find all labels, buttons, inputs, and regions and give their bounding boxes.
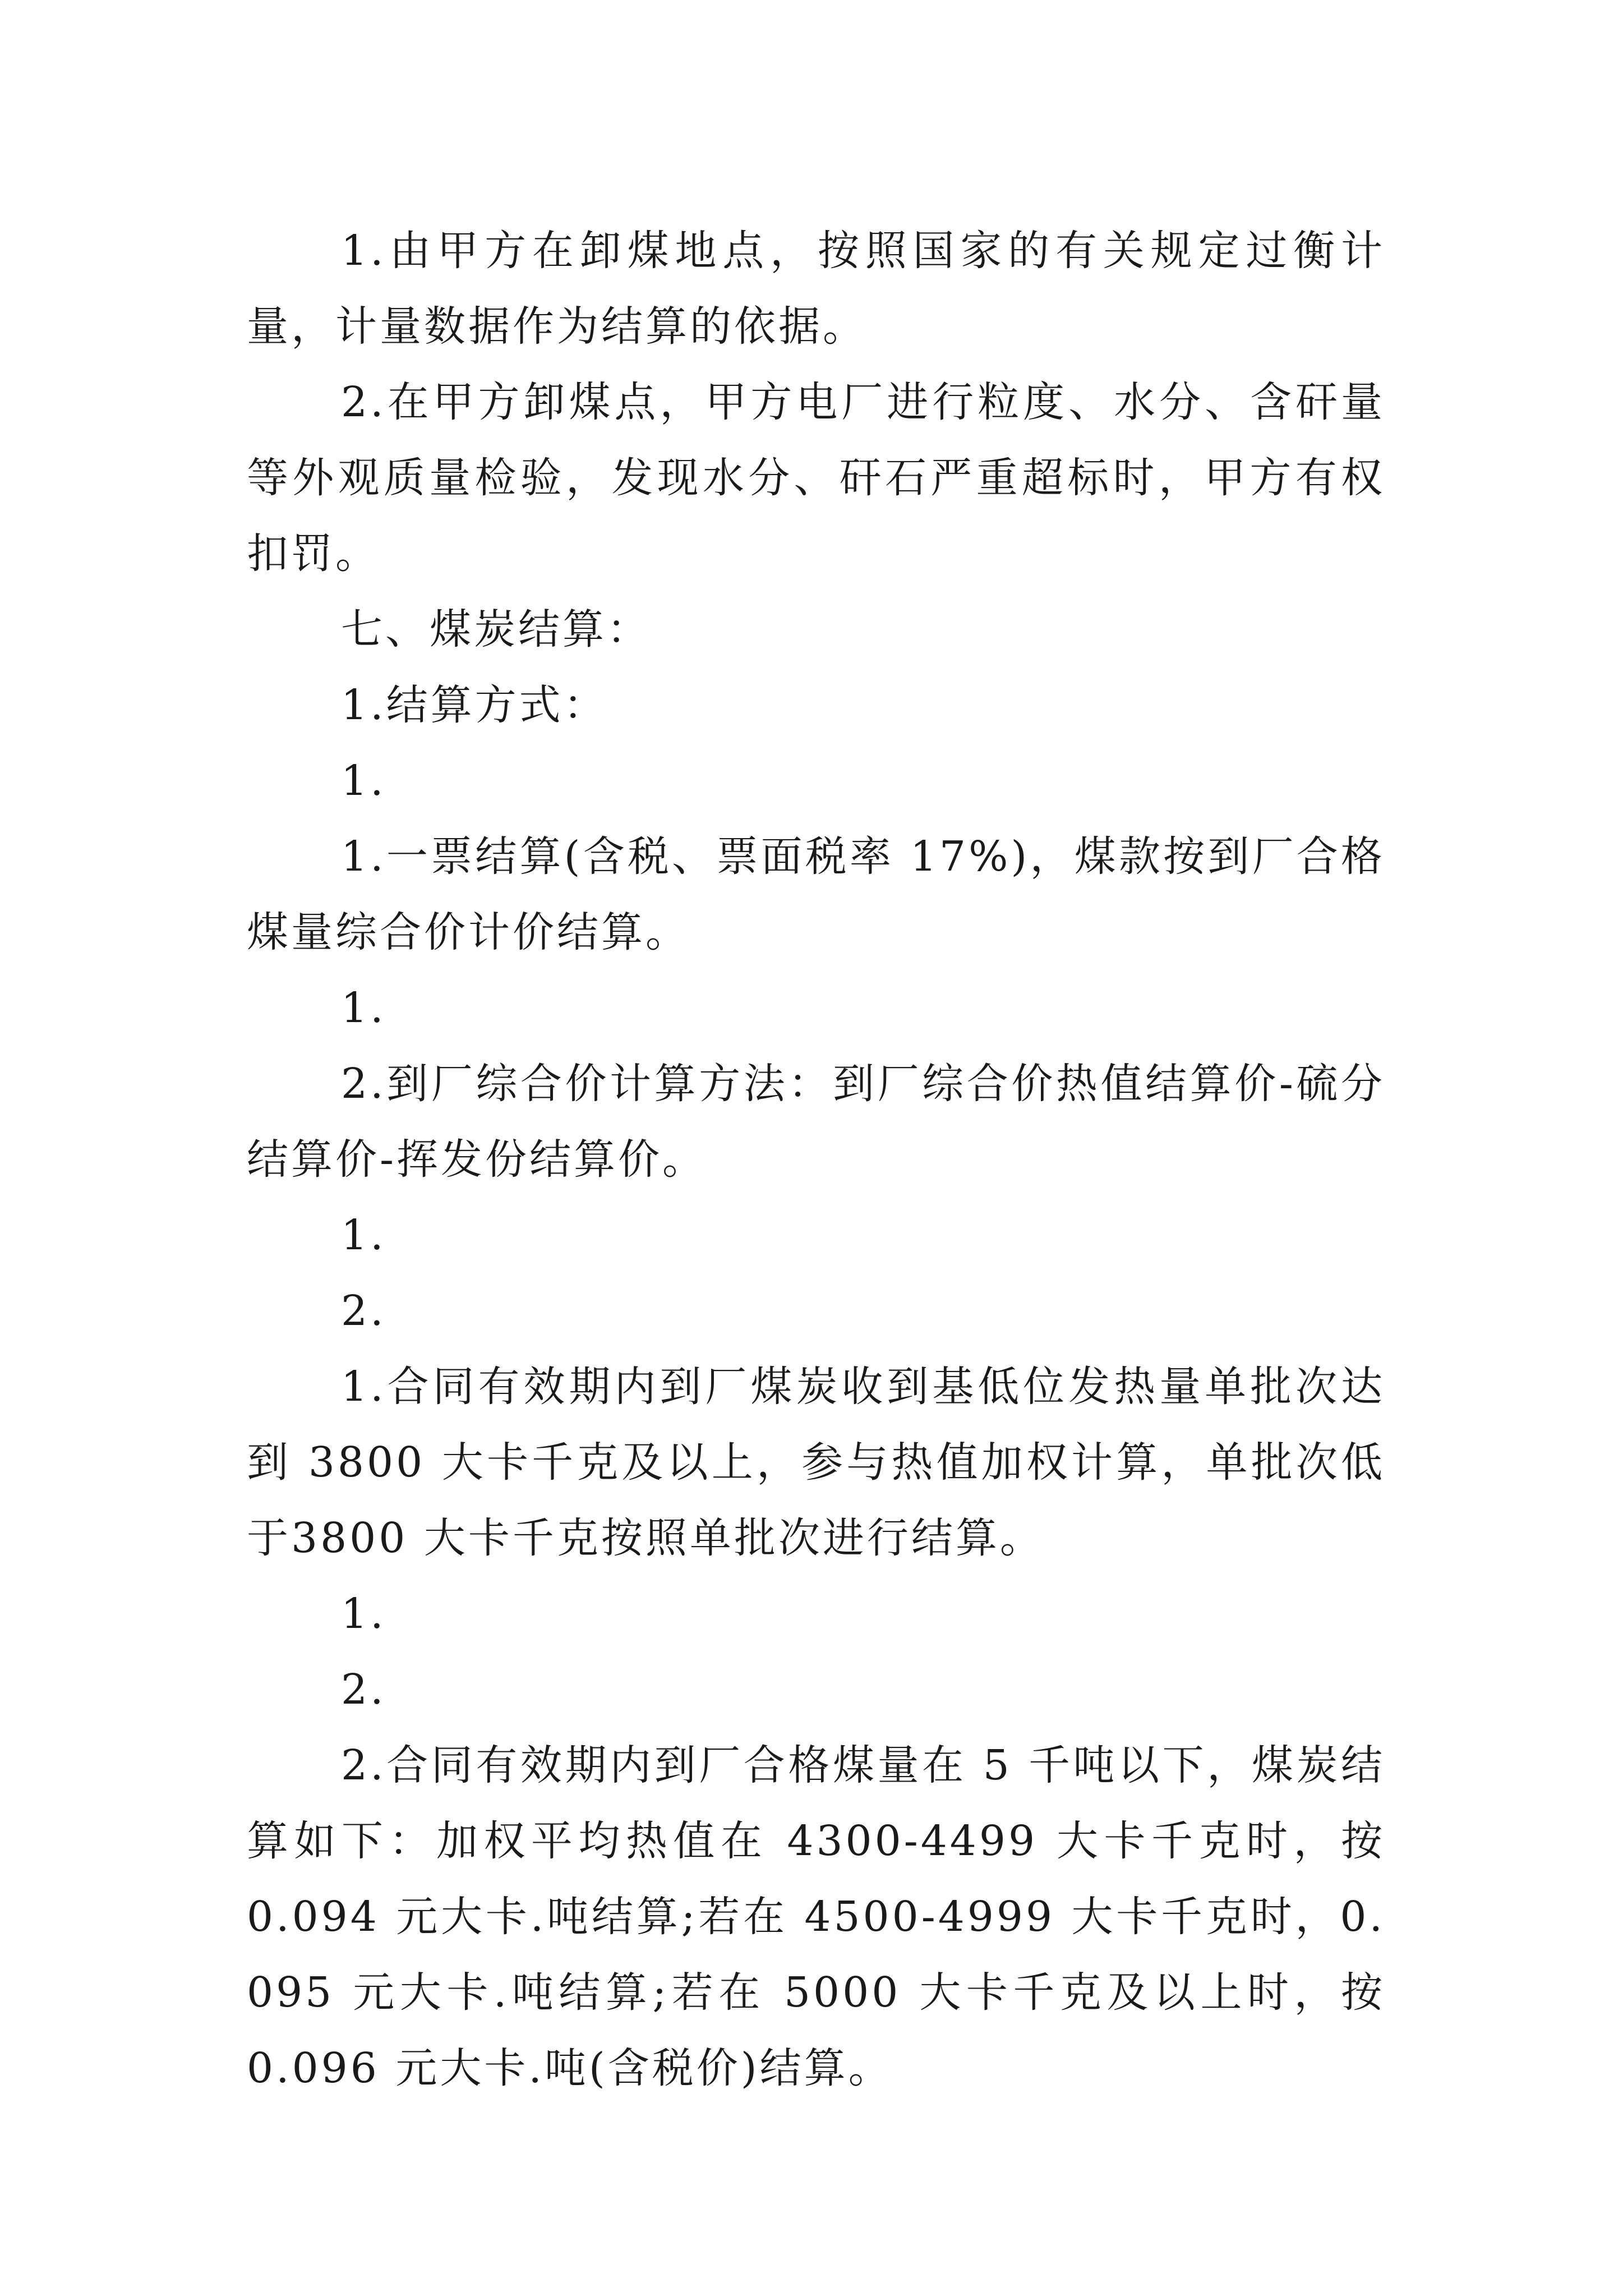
list-number: 1.: [341, 984, 386, 1032]
section-heading-coal-settlement: 七、煤炭结算：: [341, 605, 651, 654]
list-number: 1.: [341, 757, 386, 805]
paragraph-price-calculation: 2.到厂综合价计算方法：到厂综合价热值结算价-硫分结算价-挥发份结算价。: [247, 1060, 1385, 1184]
list-number: 2.: [341, 1287, 386, 1335]
paragraph-invoice-settlement: 1.一票结算(含税、票面税率 17%)，煤款按到厂合格煤量综合价计价结算。: [247, 832, 1385, 956]
paragraph-weighing: 1.由甲方在卸煤地点，按照国家的有关规定过衡计量，计量数据作为结算的依据。: [247, 227, 1385, 351]
paragraph-price-tiers: 2.合同有效期内到厂合格煤量在 5 千吨以下，煤炭结算如下：加权平均热值在 4300-4499 大卡千克时，按 0.094 元大卡.吨结算;若在 4500-4999 大卡千克时，0.095 元大卡.吨结算;若在 5000 大卡千克及以上时，按 0.096 元大卡.吨(含税价)结算。: [247, 1741, 1385, 2092]
document-body: [247, 213, 1385, 2106]
list-number: 1.: [341, 1211, 386, 1259]
paragraph-quality-inspection: 2.在甲方卸煤点，甲方电厂进行粒度、水分、含矸量等外观质量检验，发现水分、矸石严重超标时，甲方有权扣罚。: [247, 378, 1385, 578]
list-number: 1.: [341, 1590, 386, 1638]
paragraph-settlement-method-heading: 1.结算方式：: [341, 681, 608, 729]
paragraph-calorific-threshold: 1.合同有效期内到厂煤炭收到基低位发热量单批次达到 3800 大卡千克及以上，参与热值加权计算，单批次低于3800 大卡千克按照单批次进行结算。: [247, 1363, 1385, 1562]
list-number: 2.: [341, 1665, 386, 1714]
